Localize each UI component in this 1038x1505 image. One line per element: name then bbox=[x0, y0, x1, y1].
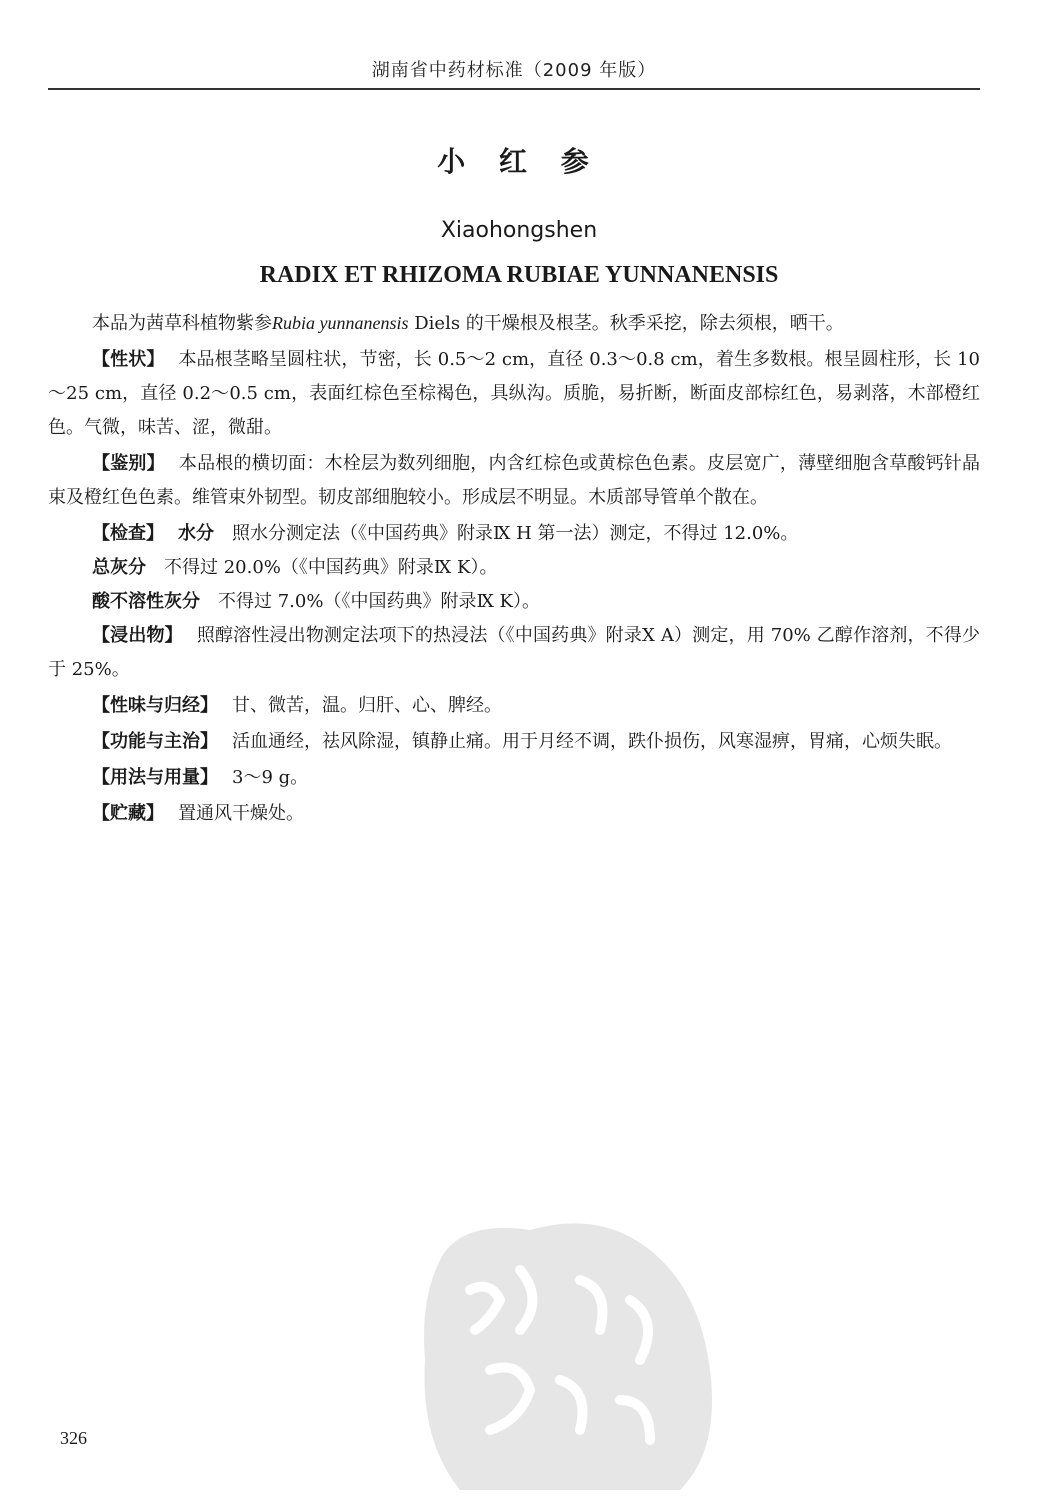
section-label: 【用法与用量】 bbox=[92, 767, 218, 788]
section-text: 照水分测定法（《中国药典》附录Ⅸ H 第一法）测定，不得过 12.0%。 bbox=[232, 523, 799, 544]
section-jinchuwu bbox=[48, 619, 980, 687]
section-xingwei bbox=[48, 689, 980, 723]
section-text: 不得过 20.0%（《中国药典》附录Ⅸ K）。 bbox=[164, 557, 498, 578]
seal-watermark-icon bbox=[400, 1200, 740, 1500]
subsection-label: 水分 bbox=[178, 523, 214, 544]
section-text: 照醇溶性浸出物测定法项下的热浸法（《中国药典》附录Ⅹ A）测定，用 70% 乙醇作溶剂，不得少于 25%。 bbox=[48, 625, 981, 680]
section-yongfa bbox=[48, 761, 980, 795]
section-zhucang bbox=[48, 797, 980, 831]
monograph-body bbox=[48, 306, 980, 833]
section-text: 活血通经，祛风除湿，镇静止痛。用于月经不调，跌仆损伤，风寒湿痹，胃痛，心烦失眠。 bbox=[232, 731, 952, 752]
section-xingzhuang bbox=[48, 343, 980, 445]
running-header: 湖南省中药材标准（2009 年版） bbox=[371, 60, 657, 81]
intro-part2: Diels 的干燥根及根茎。秋季采挖，除去须根，晒干。 bbox=[408, 313, 844, 334]
intro-paragraph bbox=[48, 306, 980, 341]
subsection-label: 酸不溶性灰分 bbox=[92, 591, 200, 612]
intro-part1: 本品为茜草科植物紫参 bbox=[92, 313, 272, 334]
section-text: 本品根茎略呈圆柱状，节密，长 0.5～2 cm，直径 0.3～0.8 cm，着生多数根。根呈圆柱形，长 10～25 cm，直径 0.2～0.5 cm，表面红棕色至棕褐色，具纵沟。质脆，易折断，断面皮部棕红色，易剥落，木部橙红色。气微，味苦、涩，微甜。 bbox=[48, 349, 981, 438]
subsection-zonghui bbox=[48, 551, 980, 585]
section-gongneng bbox=[48, 725, 980, 759]
monograph-title: 小 红 参 bbox=[437, 145, 601, 178]
section-label: 【检查】 bbox=[92, 523, 164, 544]
section-text: 本品根的横切面：木栓层为数列细胞，内含红棕色或黄棕色色素。皮层宽广，薄壁细胞含草酸钙针晶束及橙红色色素。维管束外韧型。韧皮部细胞较小。形成层不明显。木质部导管单个散在。 bbox=[48, 453, 981, 508]
section-label: 【功能与主治】 bbox=[92, 731, 218, 752]
section-text: 甘、微苦，温。归肝、心、脾经。 bbox=[232, 695, 502, 716]
section-label: 【贮藏】 bbox=[92, 803, 164, 824]
subsection-suanbu bbox=[48, 585, 980, 619]
section-jianbie bbox=[48, 447, 980, 515]
species-name: Rubia yunnanensis bbox=[272, 313, 409, 333]
section-label: 【性味与归经】 bbox=[92, 695, 218, 716]
subsection-label: 总灰分 bbox=[92, 557, 146, 578]
header-divider bbox=[48, 88, 980, 90]
section-label: 【鉴别】 bbox=[92, 453, 165, 474]
latin-name: RADIX ET RHIZOMA RUBIAE YUNNANENSIS bbox=[259, 262, 779, 288]
page-number: 326 bbox=[60, 1428, 87, 1448]
section-text: 3～9 g。 bbox=[232, 767, 309, 788]
pinyin-name: Xiaohongshen bbox=[440, 218, 598, 243]
section-text: 置通风干燥处。 bbox=[178, 803, 304, 824]
section-label: 【性状】 bbox=[92, 349, 165, 370]
section-jiancha bbox=[48, 517, 980, 551]
section-label: 【浸出物】 bbox=[92, 625, 183, 646]
section-text: 不得过 7.0%（《中国药典》附录Ⅸ K）。 bbox=[218, 591, 540, 612]
